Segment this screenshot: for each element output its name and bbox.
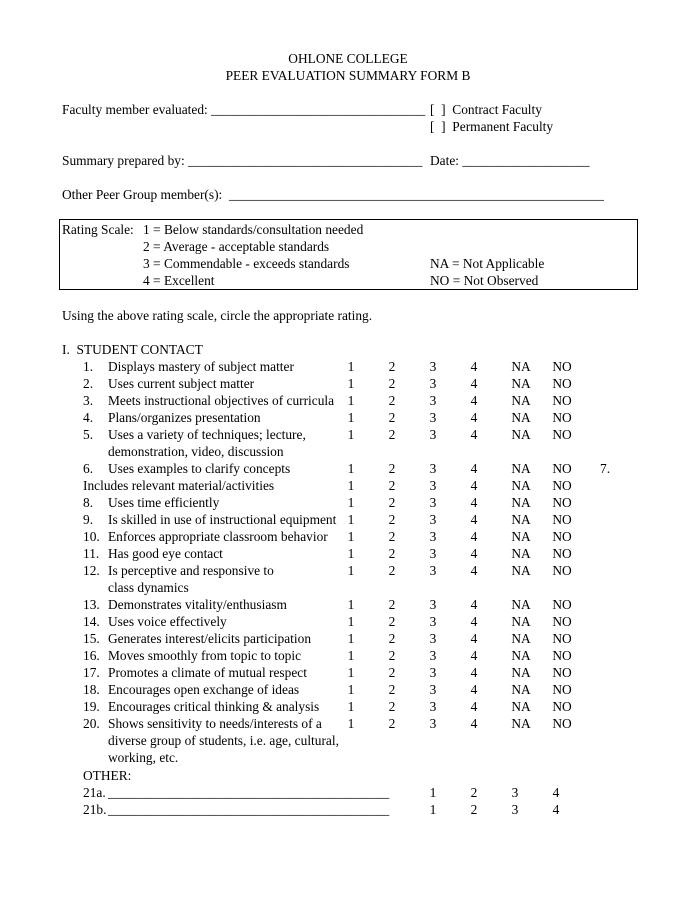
rating-option[interactable]: 3 (429, 410, 437, 425)
rating-option[interactable]: 3 (429, 682, 437, 697)
rating-option[interactable]: 2 (388, 376, 396, 391)
rating-option[interactable]: 4 (470, 495, 478, 510)
item-number: 20. (83, 716, 100, 731)
item-number: 12. (83, 563, 100, 578)
rating-option[interactable]: NO (552, 393, 572, 408)
rating-option[interactable]: NA (511, 682, 531, 697)
rating-option[interactable]: NA (511, 359, 531, 374)
item-number: 9. (83, 512, 94, 527)
rating-option[interactable]: 4 (470, 699, 478, 714)
rating-option[interactable]: 1 (347, 376, 355, 391)
rating-option[interactable]: NO (552, 546, 572, 561)
rating-option[interactable]: 3 (429, 376, 437, 391)
date-field[interactable]: Date: ___________________ (430, 153, 590, 168)
rating-no-def: NO = Not Observed (430, 273, 539, 288)
item-number: 4. (83, 410, 94, 425)
instruction-text: Using the above rating scale, circle the appropriate rating. (62, 308, 373, 323)
rating-option[interactable]: NO (552, 614, 572, 629)
item-text: Uses time efficiently (108, 495, 220, 510)
rating-option[interactable]: 2 (388, 546, 396, 561)
item-text: Plans/organizes presentation (108, 410, 261, 425)
rating-option[interactable]: NO (552, 665, 572, 680)
item-text: Encourages open exchange of ideas (108, 682, 300, 697)
contract-faculty-checkbox[interactable]: [ ] Contract Faculty (430, 102, 542, 117)
rating-option[interactable]: NA (511, 648, 531, 663)
rating-option[interactable]: 3 (429, 597, 437, 612)
rating-option[interactable]: 3 (429, 648, 437, 663)
rating-option[interactable]: NA (511, 665, 531, 680)
item-text: Includes relevant material/activities (83, 478, 275, 493)
rating-option[interactable]: 2 (388, 665, 396, 680)
rating-option[interactable]: 2 (388, 631, 396, 646)
item-number: 5. (83, 427, 94, 442)
rating-option[interactable]: 4 (470, 529, 478, 544)
rating-option[interactable]: NO (552, 495, 572, 510)
rating-option[interactable]: NO (552, 410, 572, 425)
rating-option[interactable]: 1 (429, 802, 437, 817)
rating-option[interactable]: 2 (388, 699, 396, 714)
item-text: Meets instructional objectives of curricula (108, 393, 335, 408)
rating-option[interactable]: NA (511, 597, 531, 612)
item-number: 14. (83, 614, 100, 629)
rating-option[interactable]: 2 (470, 802, 478, 817)
rating-option[interactable]: 1 (347, 427, 355, 442)
form-title: PEER EVALUATION SUMMARY FORM B (225, 68, 471, 83)
rating-option[interactable]: 4 (552, 785, 560, 800)
rating-option[interactable]: 2 (388, 359, 396, 374)
rating-option[interactable]: NA (511, 427, 531, 442)
rating-option[interactable]: 1 (347, 546, 355, 561)
rating-option[interactable]: 4 (470, 648, 478, 663)
item-text: Is perceptive and responsive to (108, 563, 274, 578)
rating-option[interactable]: NO (552, 359, 572, 374)
rating-1-def: 1 = Below standards/consultation needed (143, 222, 364, 237)
rating-option[interactable]: NO (552, 529, 572, 544)
item-text: Moves smoothly from topic to topic (108, 648, 302, 663)
rating-option[interactable]: 4 (470, 546, 478, 561)
item-number: 1. (83, 359, 94, 374)
rating-option[interactable]: NA (511, 512, 531, 527)
rating-option[interactable]: 1 (347, 614, 355, 629)
item-text: Displays mastery of subject matter (108, 359, 294, 374)
item-text: Shows sensitivity to needs/interests of a (108, 716, 322, 731)
rating-option[interactable]: 3 (429, 495, 437, 510)
item-text: Has good eye contact (108, 546, 223, 561)
item-text: Promotes a climate of mutual respect (108, 665, 307, 680)
rating-option[interactable]: 4 (470, 376, 478, 391)
rating-option[interactable]: NO (552, 699, 572, 714)
rating-option[interactable]: NO (552, 376, 572, 391)
rating-option[interactable]: 1 (347, 665, 355, 680)
rating-option[interactable]: 1 (347, 478, 355, 493)
item-number: 18. (83, 682, 100, 697)
rating-option[interactable]: NA (511, 478, 531, 493)
item-number: 7. (600, 461, 611, 476)
rating-option[interactable]: 1 (429, 785, 437, 800)
item-text: Uses examples to clarify concepts (108, 461, 291, 476)
rating-option[interactable]: NA (511, 529, 531, 544)
rating-option[interactable]: 1 (347, 563, 355, 578)
rating-option[interactable]: 2 (388, 563, 396, 578)
other-item-field[interactable]: __________________________________________ (108, 802, 390, 817)
section-title: I. STUDENT CONTACT (62, 342, 203, 357)
rating-option[interactable]: NA (511, 495, 531, 510)
rating-option[interactable]: 4 (470, 716, 478, 731)
rating-option[interactable]: 4 (470, 478, 478, 493)
rating-option[interactable]: 1 (347, 648, 355, 663)
college-name: OHLONE COLLEGE (288, 51, 408, 66)
rating-option[interactable]: 3 (429, 546, 437, 561)
item-number: 8. (83, 495, 94, 510)
rating-option[interactable]: NA (511, 699, 531, 714)
rating-option[interactable]: NO (552, 563, 572, 578)
rating-na-def: NA = Not Applicable (430, 256, 545, 271)
rating-option[interactable]: 3 (511, 785, 519, 800)
rating-option[interactable]: 2 (388, 495, 396, 510)
other-item-field[interactable]: __________________________________________ (108, 785, 390, 800)
rating-option[interactable]: 1 (347, 682, 355, 697)
rating-option[interactable]: NA (511, 461, 531, 476)
rating-option[interactable]: 4 (470, 359, 478, 374)
rating-option[interactable]: 3 (429, 529, 437, 544)
item-number: 6. (83, 461, 94, 476)
rating-option[interactable]: 3 (429, 512, 437, 527)
rating-option[interactable]: NO (552, 716, 572, 731)
item-number: 10. (83, 529, 100, 544)
rating-option[interactable]: 2 (388, 682, 396, 697)
faculty-evaluated-field[interactable]: Faculty member evaluated: ________________________________ (62, 102, 426, 117)
rating-option[interactable]: 2 (388, 461, 396, 476)
rating-option[interactable]: NO (552, 427, 572, 442)
item-number: 17. (83, 665, 100, 680)
rating-option[interactable]: 1 (347, 461, 355, 476)
rating-option[interactable]: 4 (470, 665, 478, 680)
rating-scale-label: Rating Scale: (62, 222, 134, 237)
rating-option[interactable]: 1 (347, 495, 355, 510)
rating-option[interactable]: 4 (470, 427, 478, 442)
rating-option[interactable]: 3 (429, 631, 437, 646)
rating-option[interactable]: 1 (347, 393, 355, 408)
rating-option[interactable]: NA (511, 376, 531, 391)
other-label: OTHER: (83, 768, 132, 783)
rating-option[interactable]: NO (552, 461, 572, 476)
item-text: Generates interest/elicits participation (108, 631, 312, 646)
rating-option[interactable]: 4 (470, 393, 478, 408)
rating-option[interactable]: 3 (429, 359, 437, 374)
rating-option[interactable]: 4 (470, 631, 478, 646)
rating-option[interactable]: 2 (388, 529, 396, 544)
rating-option[interactable]: 4 (470, 597, 478, 612)
item-number: 15. (83, 631, 100, 646)
rating-option[interactable]: 1 (347, 631, 355, 646)
rating-option[interactable]: 1 (347, 529, 355, 544)
rating-option[interactable]: NO (552, 597, 572, 612)
item-text: Uses voice effectively (108, 614, 227, 629)
rating-option[interactable]: NA (511, 393, 531, 408)
rating-option[interactable]: NA (511, 631, 531, 646)
item-text: Encourages critical thinking & analysis (108, 699, 320, 714)
rating-option[interactable]: 4 (470, 410, 478, 425)
rating-4-def: 4 = Excellent (143, 273, 215, 288)
rating-option[interactable]: 3 (429, 393, 437, 408)
rating-option[interactable]: NA (511, 563, 531, 578)
rating-option[interactable]: 2 (388, 427, 396, 442)
rating-option[interactable]: NO (552, 478, 572, 493)
item-text: class dynamics (108, 580, 189, 595)
rating-option[interactable]: NO (552, 512, 572, 527)
rating-option[interactable]: 4 (552, 802, 560, 817)
rating-option[interactable]: 3 (429, 614, 437, 629)
rating-option[interactable]: 2 (388, 614, 396, 629)
item-text: Demonstrates vitality/enthusiasm (108, 597, 287, 612)
item-number: 2. (83, 376, 94, 391)
rating-option[interactable]: NA (511, 614, 531, 629)
rating-option[interactable]: 2 (388, 648, 396, 663)
item-number: 16. (83, 648, 100, 663)
item-number: 21a. (83, 785, 106, 800)
rating-option[interactable]: NA (511, 410, 531, 425)
rating-option[interactable]: 4 (470, 563, 478, 578)
item-text: demonstration, video, discussion (108, 444, 284, 459)
rating-2-def: 2 = Average - acceptable standards (143, 239, 330, 254)
item-text: Uses a variety of techniques; lecture, (108, 427, 306, 442)
rating-option[interactable]: 1 (347, 512, 355, 527)
rating-option[interactable]: 3 (429, 665, 437, 680)
rating-option[interactable]: NA (511, 716, 531, 731)
permanent-faculty-checkbox[interactable]: [ ] Permanent Faculty (430, 119, 554, 134)
rating-option[interactable]: 1 (347, 716, 355, 731)
item-number: 3. (83, 393, 94, 408)
item-number: 19. (83, 699, 100, 714)
rating-option[interactable]: 2 (388, 512, 396, 527)
rating-option[interactable]: 1 (347, 597, 355, 612)
rating-option[interactable]: 3 (429, 478, 437, 493)
rating-option[interactable]: 3 (429, 461, 437, 476)
item-number: 11. (83, 546, 100, 561)
rating-option[interactable]: 4 (470, 512, 478, 527)
item-text: diverse group of students, i.e. age, cultural, (108, 733, 339, 748)
rating-option[interactable]: 3 (429, 563, 437, 578)
rating-option[interactable]: 3 (429, 716, 437, 731)
rating-option[interactable]: 2 (388, 393, 396, 408)
rating-option[interactable]: 3 (511, 802, 519, 817)
item-number: 13. (83, 597, 100, 612)
rating-3-def: 3 = Commendable - exceeds standards (143, 256, 350, 271)
other-peer-field[interactable]: Other Peer Group member(s): ________________________________________________________ (62, 187, 604, 202)
rating-option[interactable]: 2 (470, 785, 478, 800)
item-number: 21b. (83, 802, 107, 817)
rating-option[interactable]: 4 (470, 614, 478, 629)
rating-option[interactable]: 2 (388, 410, 396, 425)
rating-option[interactable]: 2 (388, 478, 396, 493)
item-text: Uses current subject matter (108, 376, 255, 391)
rating-option[interactable]: 2 (388, 716, 396, 731)
rating-option[interactable]: 2 (388, 597, 396, 612)
item-text: Is skilled in use of instructional equipment (108, 512, 337, 527)
rating-option[interactable]: NO (552, 682, 572, 697)
summary-prepared-field[interactable]: Summary prepared by: ___________________________________ (62, 153, 423, 168)
item-text: Enforces appropriate classroom behavior (108, 529, 328, 544)
rating-option[interactable]: 4 (470, 682, 478, 697)
rating-option[interactable]: 1 (347, 410, 355, 425)
rating-option[interactable]: 4 (470, 461, 478, 476)
item-text: working, etc. (108, 750, 179, 765)
rating-option[interactable]: 1 (347, 699, 355, 714)
rating-option[interactable]: NA (511, 546, 531, 561)
rating-option[interactable]: NO (552, 648, 572, 663)
rating-option[interactable]: 3 (429, 699, 437, 714)
rating-option[interactable]: 1 (347, 359, 355, 374)
rating-option[interactable]: 3 (429, 427, 437, 442)
rating-option[interactable]: NO (552, 631, 572, 646)
